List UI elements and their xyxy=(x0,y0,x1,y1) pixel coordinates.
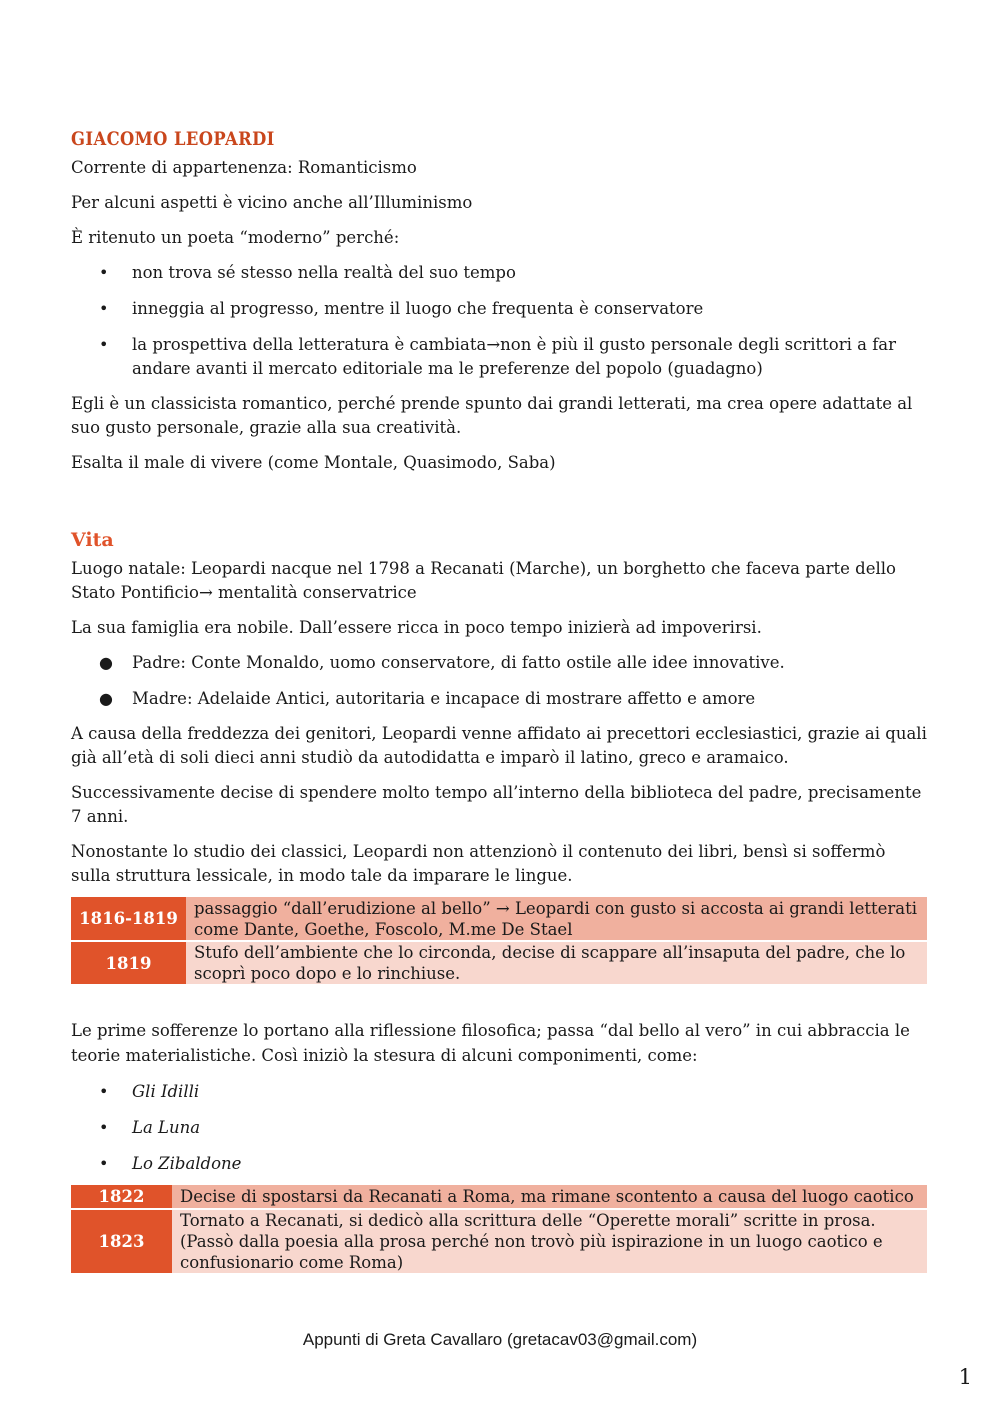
bullet-icon: ● xyxy=(99,653,113,672)
list-item: • La Luna xyxy=(71,1116,927,1140)
year-cell: 1822 xyxy=(71,1185,172,1208)
table-row xyxy=(71,940,927,984)
document-body xyxy=(71,126,927,1273)
year-cell: 1823 xyxy=(71,1208,172,1273)
bullet-icon: • xyxy=(99,1082,109,1101)
list-item: • Lo Zibaldone xyxy=(71,1152,927,1176)
intro-paragraph: Egli è un classicista romantico, perché prende spunto dai grandi letterati, ma crea opere adattate al suo gusto personale, grazie alla sua creatività. xyxy=(71,394,913,437)
vita-paragraph: Luogo natale: Leopardi nacque nel 1798 a Recanati (Marche), un borghetto che faceva parte dello Stato Pontificio→ mentalità conservatrice xyxy=(71,559,896,602)
timeline-table-2 xyxy=(71,1185,927,1273)
intro-paragraph: Corrente di appartenenza: Romanticismo xyxy=(71,158,417,177)
page-title: GIACOMO LEOPARDI xyxy=(71,128,275,150)
year-cell: 1819 xyxy=(71,940,186,984)
year-cell: 1816-1819 xyxy=(71,897,186,940)
vita-paragraph: La sua famiglia era nobile. Dall’essere ricca in poco tempo inizierà ad impoverirsi. xyxy=(71,618,762,637)
event-cell: Tornato a Recanati, si dedicò alla scrittura delle “Operette morali” scritte in prosa. (Passò dalla poesia alla prosa perché non trovò più ispirazione in un luogo caotico e confusionario come Roma) xyxy=(172,1208,927,1273)
vita-paragraph: Successivamente decise di spendere molto tempo all’interno della biblioteca del padre, precisamente 7 anni. xyxy=(71,783,922,826)
list-item: • Gli Idilli xyxy=(71,1080,927,1104)
parents-list xyxy=(71,651,927,711)
page-number: 1 xyxy=(958,1365,972,1389)
event-cell: Decise di spostarsi da Recanati a Roma, ma rimane scontento a causa del luogo caotico xyxy=(172,1185,927,1208)
table-row xyxy=(71,1208,927,1273)
vita-paragraph: Le prime sofferenze lo portano alla riflessione filosofica; passa “dal bello al vero” in cui abbraccia le teorie materialistiche. Così iniziò la stesura di alcuni componimenti, come: xyxy=(71,1021,910,1065)
intro-paragraph: Per alcuni aspetti è vicino anche all’Illuminismo xyxy=(71,193,473,212)
bullet-icon: • xyxy=(99,1118,109,1137)
intro-paragraph: Esalta il male di vivere (come Montale, Quasimodo, Saba) xyxy=(71,453,556,472)
intro-paragraph: È ritenuto un poeta “moderno” perché: xyxy=(71,228,400,247)
bullet-icon: • xyxy=(99,263,109,282)
page-footer: Appunti di Greta Cavallaro (gretacav03@gmail.com) xyxy=(302,1330,698,1349)
bullet-icon: ● xyxy=(99,689,113,708)
modern-reasons-list xyxy=(71,261,927,381)
list-item: • non trova sé stesso nella realtà del suo tempo xyxy=(71,261,927,285)
list-item: • inneggia al progresso, mentre il luogo che frequenta è conservatore xyxy=(71,297,927,321)
bullet-icon: • xyxy=(99,335,109,354)
bullet-icon: • xyxy=(99,1154,109,1173)
vita-paragraph: Nonostante lo studio dei classici, Leopardi non attenzionò il contenuto dei libri, bensì si soffermò sulla struttura lessicale, in modo tale da imparare le lingue. xyxy=(71,842,886,885)
event-cell: passaggio “dall’erudizione al bello” → Leopardi con gusto si accosta ai grandi letterati come Dante, Goethe, Foscolo, M.me De Stael xyxy=(186,897,927,940)
timeline-table-1 xyxy=(71,897,927,984)
table-row xyxy=(71,1185,927,1208)
list-item: ● Padre: Conte Monaldo, uomo conservatore, di fatto ostile alle idee innovative. xyxy=(71,651,927,675)
list-item: • la prospettiva della letteratura è cambiata→non è più il gusto personale degli scrittori a far andare avanti il mercato editoriale ma le preferenze del popolo (guadagno) xyxy=(99,335,897,378)
list-item: ● Madre: Adelaide Antici, autoritaria e incapace di mostrare affetto e amore xyxy=(71,687,927,711)
works-list xyxy=(71,1080,927,1176)
section-heading-vita: Vita xyxy=(71,529,114,551)
event-cell: Stufo dell’ambiente che lo circonda, decise di scappare all’insaputa del padre, che lo scoprì poco dopo e lo rinchiuse. xyxy=(186,940,927,984)
bullet-icon: • xyxy=(99,299,109,318)
table-row xyxy=(71,897,927,940)
vita-paragraph: A causa della freddezza dei genitori, Leopardi venne affidato ai precettori ecclesiastici, grazie ai quali già all’età di soli dieci anni studiò da autodidatta e imparò il latino, greco e aramaico. xyxy=(71,724,927,767)
